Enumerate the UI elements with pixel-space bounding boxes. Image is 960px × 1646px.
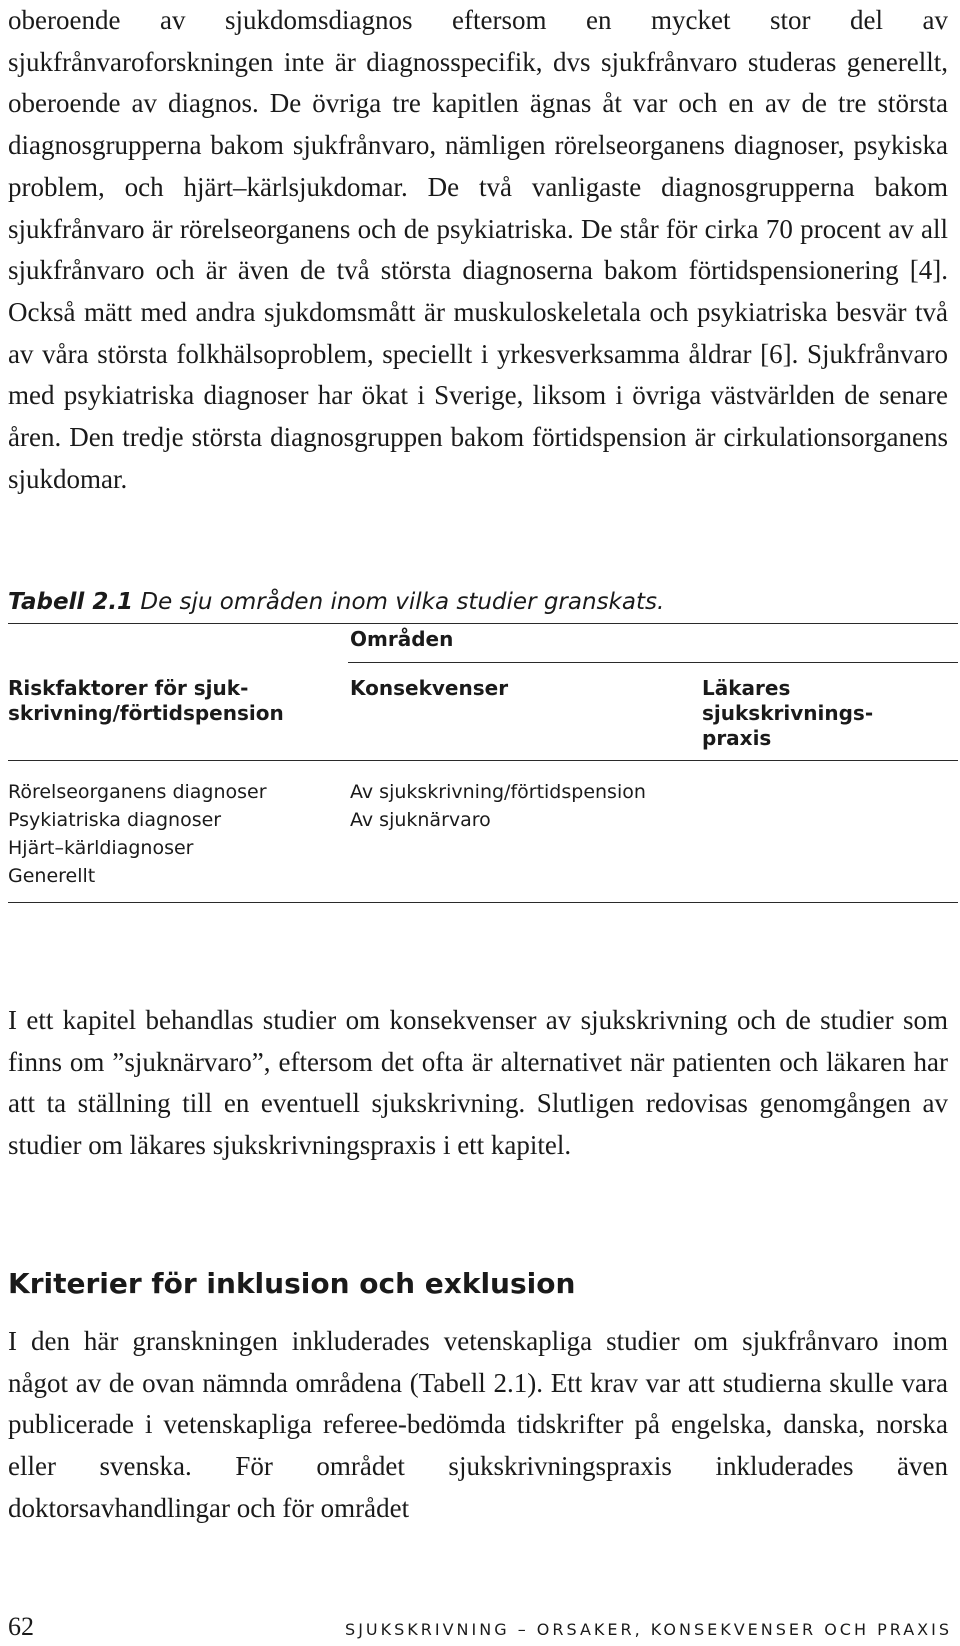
table-header-line: Riskfaktorer för sjuk- bbox=[8, 676, 249, 700]
table-bottom-rule bbox=[8, 902, 958, 903]
page-number: 62 bbox=[8, 1612, 34, 1641]
table-cell: Hjärt–kärldiagnoser bbox=[8, 837, 194, 859]
table-caption-label: Tabell 2.1 bbox=[8, 589, 134, 615]
table-column-risk-factors bbox=[8, 778, 267, 890]
table-caption-text: De sju områden inom vilka studier granskats. bbox=[140, 589, 665, 615]
running-footer: SJUKSKRIVNING – ORSAKER, KONSEKVENSER OCH PRAXIS bbox=[345, 1620, 952, 1639]
table-header-line: praxis bbox=[702, 726, 772, 750]
table-cell: Psykiatriska diagnoser bbox=[8, 809, 222, 831]
table-top-rule bbox=[8, 623, 958, 624]
table-cell: Av sjuknärvaro bbox=[350, 809, 491, 831]
table-header-physician-practice bbox=[702, 676, 873, 751]
table-header-line: skrivning/förtidspension bbox=[8, 701, 284, 725]
table-group-rule bbox=[348, 662, 958, 663]
section-heading: Kriterier för inklusion och exklusion bbox=[8, 1267, 576, 1300]
table-cell: Rörelseorganens diagnoser bbox=[8, 781, 267, 803]
body-paragraph: oberoende av sjukdomsdiagnos eftersom en mycket stor del av sjukfrånvaroforskningen inte är diagnosspecifik, dvs sjukfrånvaro studeras generellt, oberoende av diagnos. De övriga tre kapitlen ägnas åt var och en av de tre största diagnosgrupperna bakom sjukfrånvaro, nämligen rörelseorganens diagnoser, psykiska problem, och hjärt–kärlsjukdomar. De två vanligaste diagnosgrupperna bakom sjukfrånvaro är rörelseorganens och de psykiatriska. De står för cirka 70 procent av all sjukfrånvaro och är även de två största diagnoserna bakom förtidspensionering [4]. Också mätt med andra sjukdomsmått är muskuloskeletala och psykiatriska besvär två av våra största folkhälsoproblem, speciellt i yrkesverksamma åldrar [6]. Sjukfrånvaro med psykiatriska diagnoser har ökat i Sverige, liksom i övriga västvärlden de senare åren. Den tredje största diagnosgruppen bakom förtidspension är cirkulationsorganens sjukdomar. bbox=[8, 5, 948, 494]
table-cell: Generellt bbox=[8, 865, 96, 887]
table-header-line: Läkares bbox=[702, 676, 791, 700]
table-header-rule bbox=[8, 760, 958, 761]
table-header-consequences: Konsekvenser bbox=[350, 676, 509, 700]
body-paragraph: I ett kapitel behandlas studier om konsekvenser av sjukskrivning och de studier som finns om ”sjuknärvaro”, eftersom det ofta är alternativet när patienten och läkaren har att ta ställning till en eventuell sjukskrivning. Slutligen redovisas genomgången av studier om läkares sjukskrivningspraxis i ett kapitel. bbox=[8, 1005, 948, 1161]
table-cell: Av sjukskrivning/förtidspension bbox=[350, 781, 646, 803]
table-header-risk-factors bbox=[8, 676, 284, 726]
body-paragraph: I den här granskningen inkluderades vetenskapliga studier om sjukfrånvaro inom något av de ovan nämnda områdena (Tabell 2.1). Ett krav var att studierna skulle vara publicerade i vetenskapliga referee-bedömda tidskrifter på engelska, danska, norska eller svenska. För området sjukskrivningspraxis inkluderades även doktorsavhandlingar och för området bbox=[8, 1326, 948, 1523]
table-header-line: sjukskrivnings- bbox=[702, 701, 874, 725]
table-group-header: Områden bbox=[350, 627, 454, 651]
table-column-consequences bbox=[350, 778, 646, 834]
table-caption bbox=[8, 589, 664, 615]
